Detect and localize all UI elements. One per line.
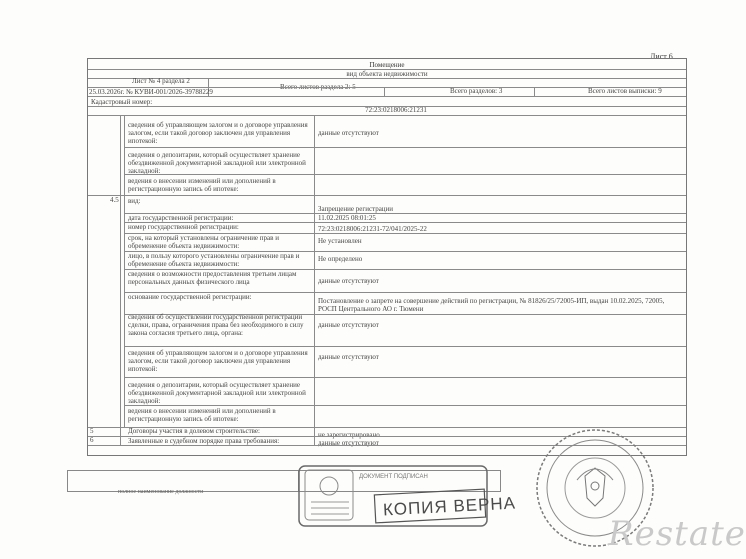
watermark: Restate [608,514,746,554]
row5-label: Договоры участия в долевом строительстве: [128,427,260,435]
row6-label: Заявленные в судебном порядке права требования: [128,437,280,445]
object-kind: вид объекта недвижимости [346,70,428,78]
item-number-4-5: 4.5 [110,196,119,204]
item45-label-6: основание государственной регистрации: [128,293,252,301]
copy-certified-stamp [297,464,517,528]
item45-value-3: Не установлен [318,237,362,245]
total-sheets-extract: Всего листов выписки: 9 [588,87,662,95]
row5-value: не зарегистрировано [318,431,380,439]
block1-value-0: данные отсутствуют [318,129,379,137]
cadastral-label: Кадастровый номер: [91,98,153,106]
row6-value: данные отсутствуют [318,439,379,447]
item45-label-1: дата государственной регистрации: [128,214,234,222]
total-sections: Всего разделов: 3 [450,87,503,95]
object-title: Помещение [369,61,405,69]
extract-table [87,58,687,456]
item45-value-2: 72:23:0218006:21231-72/041/2025-22 [318,225,427,233]
item45-label-8: сведения об управляющем залогом и о договоре управления залогом, если такой договор заключен для управления ипотекой: [128,349,308,373]
copy-verified-text: КОПИЯ ВЕРНА [382,493,517,520]
item45-value-1: 11.02.2025 08:01:25 [318,214,376,222]
item45-value-5: данные отсутствуют [318,277,379,285]
item45-label-5: сведения о возможности предоставления третьим лицам персональных данных физического лица [128,270,297,286]
block1-label-0: сведения об управляющем залогом и о договоре управления залогом, если такой договор заключен для управления ипотекой: [128,121,308,145]
item45-label-2: номер государственной регистрации: [128,223,239,231]
sheet-section: Лист № 4 раздела 2 [132,77,190,85]
block1-label-2: ведения о внесении изменений или дополнений в регистрационную запись об ипотеке: [128,177,276,193]
cadastral-number: 72:23:0218006:21231 [365,106,427,114]
item45-label-3: срок, на который установлены ограничение прав и обременение объекта недвижимости: [128,234,279,250]
item45-value-7: данные отсутствуют [318,321,379,329]
item45-value-0: Запрещение регистрации [318,205,394,213]
item45-value-6: Постановление о запрете на совершение действий по регистрации, № 81826/25/72005-ИП, выдан 10.02.2025, 72005, РОСП Центрального АО г. Тюмени [318,297,665,313]
item45-label-10: ведения о внесении изменений или дополнений в регистрационную запись об ипотеке: [128,407,276,423]
item45-label-0: вид: [128,197,141,205]
block1-label-1: сведения о депозитарии, который осуществляет хранение обездвиженной документарной закладной или электронной закладной: [128,151,306,175]
item45-label-7: сведения об осуществлении государственной регистрации сделки, права, ограничения права без необходимого в силу закона согласия третьего лица, органа: [128,313,304,337]
row6-number: 6 [90,436,94,444]
item45-label-9: сведения о депозитарии, который осуществляет хранение обездвиженной документарной закладной или электронной закладной: [128,381,306,405]
item45-value-8: данные отсутствуют [318,353,379,361]
extract-date-number: 25.03.2026г. № КУВИ-001/2026-39788229 [89,88,213,96]
row5-number: 5 [90,427,94,435]
sheet-number: Лист 6 [650,52,673,61]
item45-label-4: лицо, в пользу которого установлены ограничение прав и обременение объекта недвижимости: [128,252,300,268]
item45-value-4: Не определено [318,255,363,263]
position-label: полное наименование должности [118,489,204,495]
doc-signed-text: ДОКУМЕНТ ПОДПИСАН [359,474,428,480]
total-sheets-section: Всего листов раздела 2: 5 [280,83,356,91]
